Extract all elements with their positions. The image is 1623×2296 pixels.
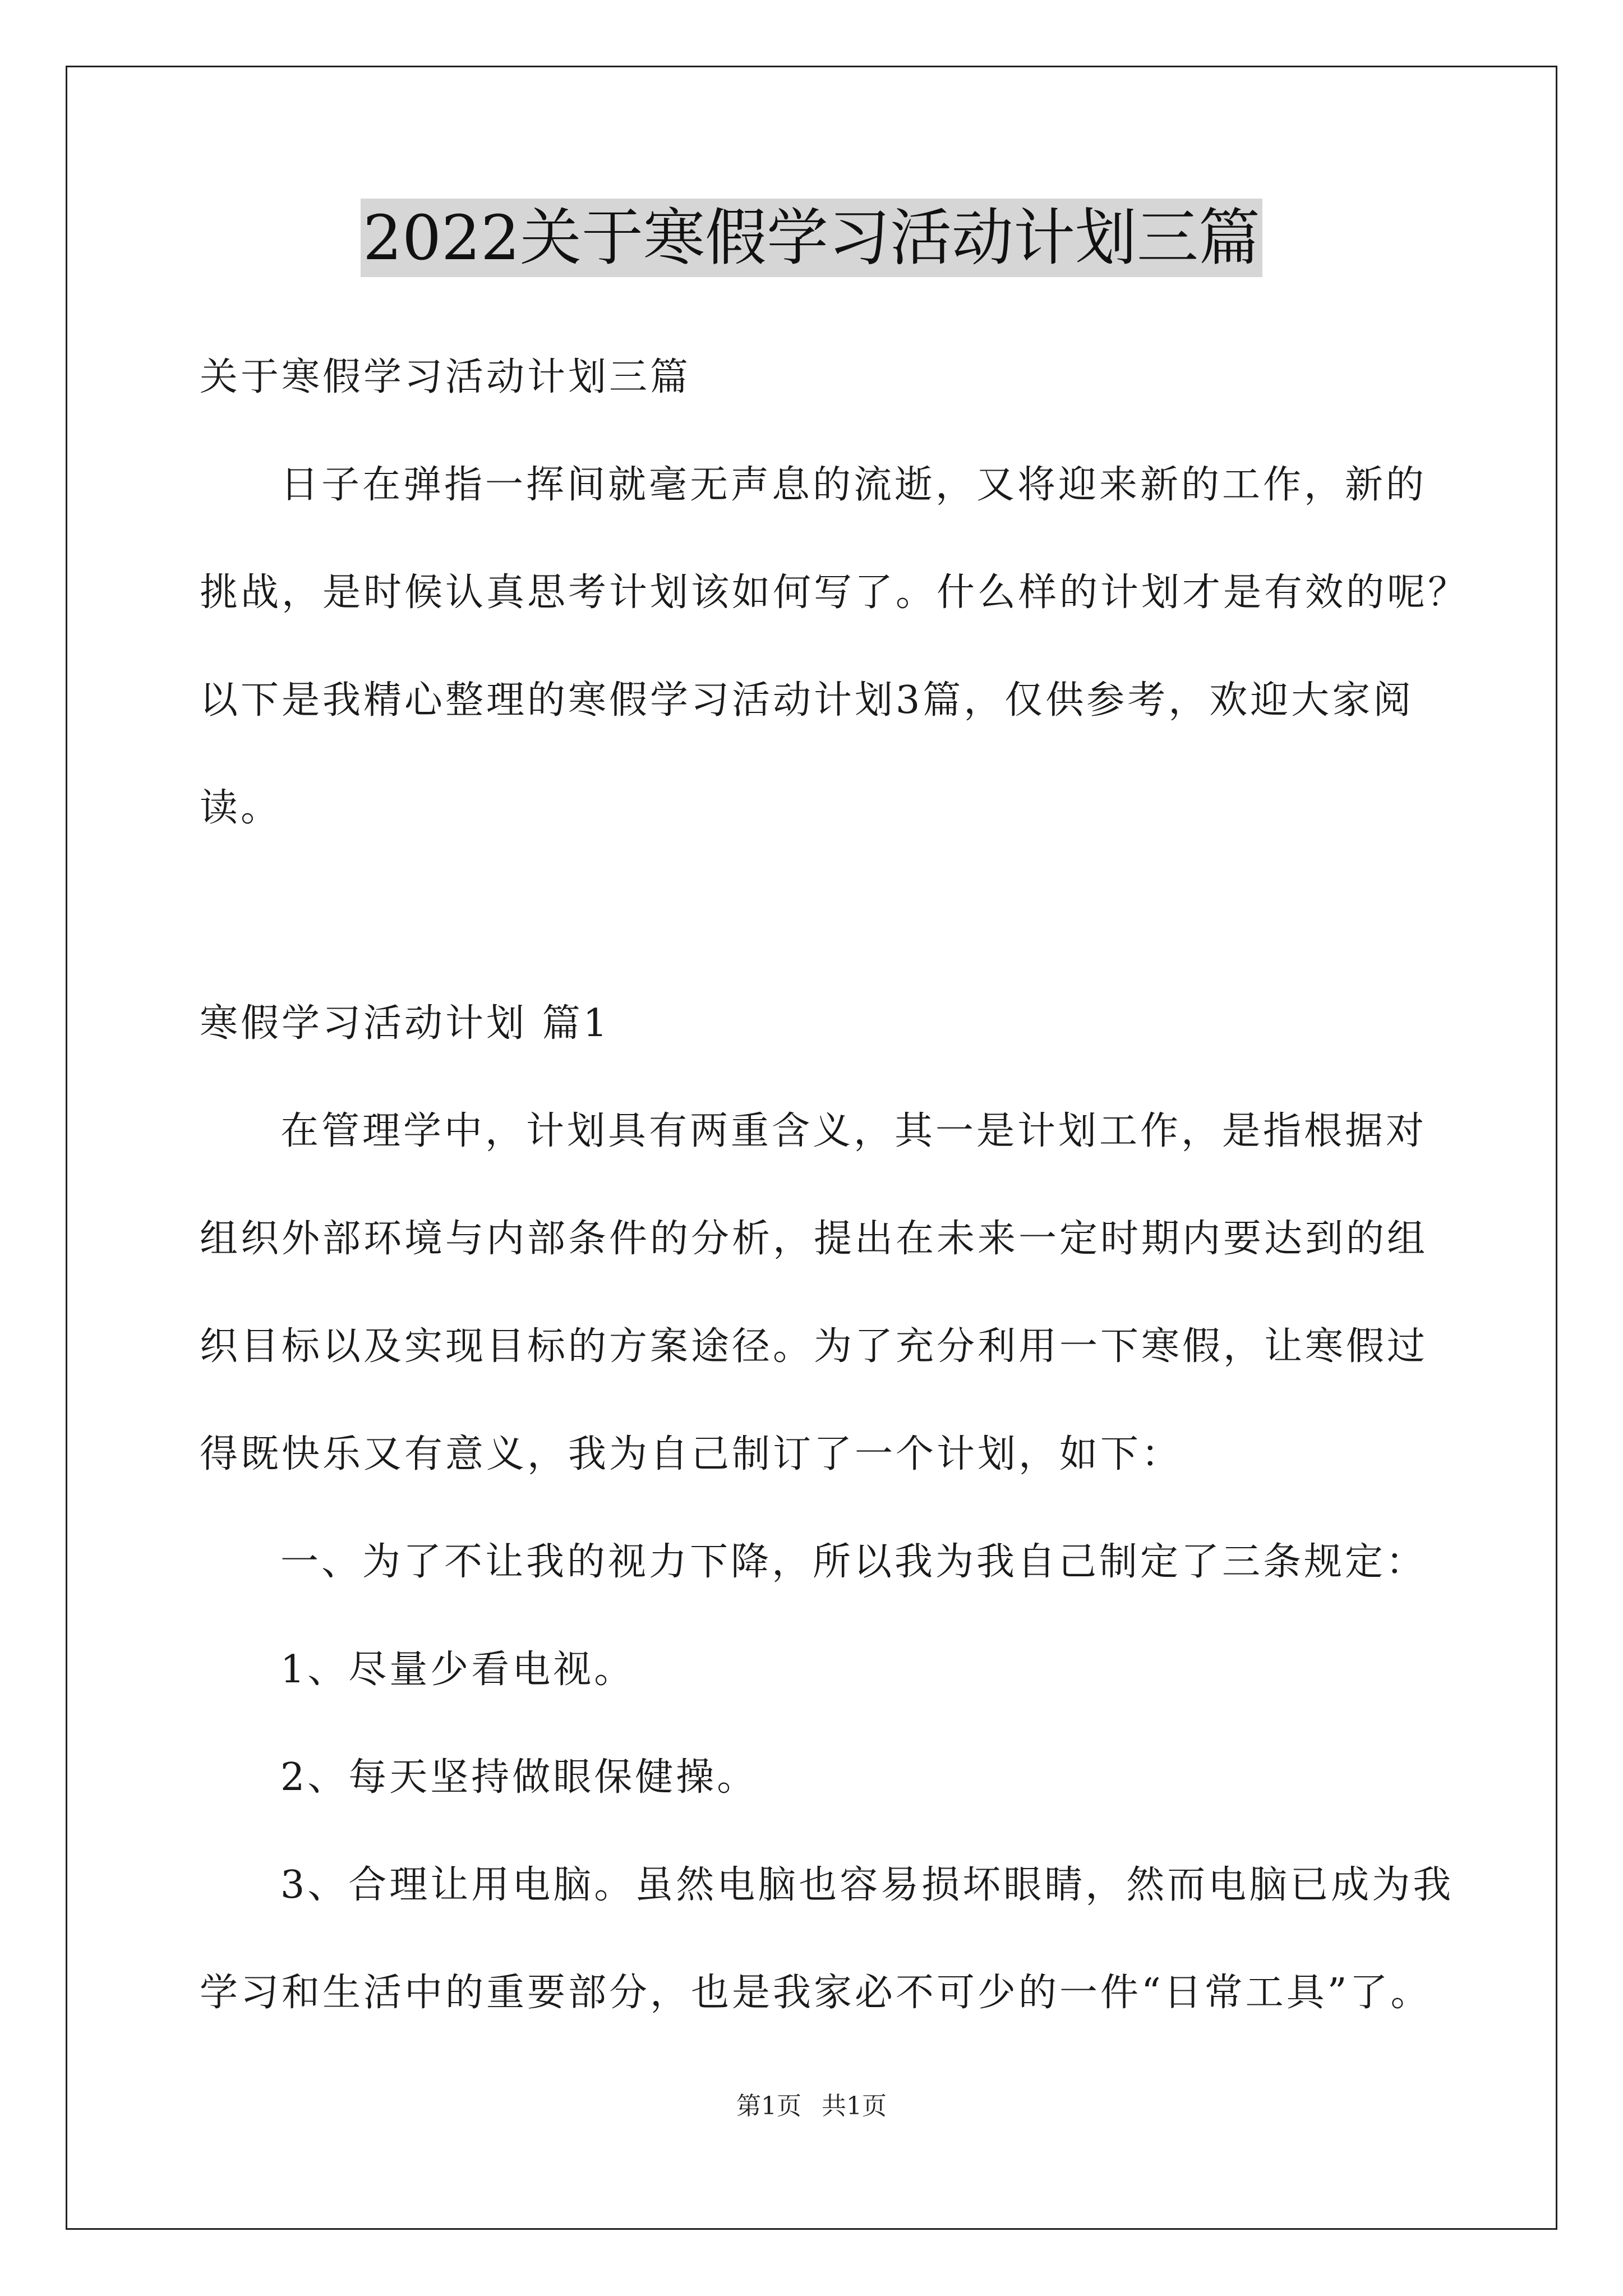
intro-line-3: 以下是我精心整理的寒假学习活动计划3篇，仅供参考，欢迎大家阅 — [200, 678, 1414, 723]
rule-item-2: 2、每天坚持做眼保健操。 — [280, 1755, 758, 1800]
subtitle: 关于寒假学习活动计划三篇 — [200, 355, 691, 399]
body-line-1: 在管理学中，计划具有两重含义，其一是计划工作，是指根据对 — [280, 1109, 1427, 1153]
page-total: 共1页 — [822, 2092, 887, 2120]
rule-item-3-cont: 学习和生活中的重要部分，也是我家必不可少的一件“日常工具”了。 — [200, 1971, 1432, 2015]
title-container — [0, 199, 1623, 277]
page-footer — [0, 2090, 1623, 2123]
section-heading: 寒假学习活动计划 篇1 — [200, 1001, 610, 1046]
intro-line-4: 读。 — [200, 786, 282, 830]
rule-item-1: 1、尽量少看电视。 — [280, 1648, 635, 1692]
rule-heading: 一、为了不让我的视力下降，所以我为我自己制定了三条规定： — [280, 1540, 1427, 1584]
body-line-3: 织目标以及实现目标的方案途径。为了充分利用一下寒假，让寒假过 — [200, 1324, 1428, 1369]
intro-line-1: 日子在弹指一挥间就毫无声息的流逝，又将迎来新的工作，新的 — [280, 463, 1427, 507]
intro-line-2: 挑战，是时候认真思考计划该如何写了。什么样的计划才是有效的呢？ — [200, 570, 1469, 615]
rule-item-3: 3、合理让用电脑。虽然电脑也容易损坏眼睛，然而电脑已成为我 — [280, 1863, 1454, 1907]
body-line-4: 得既快乐又有意义，我为自己制订了一个计划，如下： — [200, 1432, 1183, 1476]
body-line-2: 组织外部环境与内部条件的分析，提出在未来一定时期内要达到的组 — [200, 1217, 1428, 1261]
page-number: 第1页 — [736, 2092, 801, 2120]
document-title: 2022关于寒假学习活动计划三篇 — [361, 199, 1262, 277]
